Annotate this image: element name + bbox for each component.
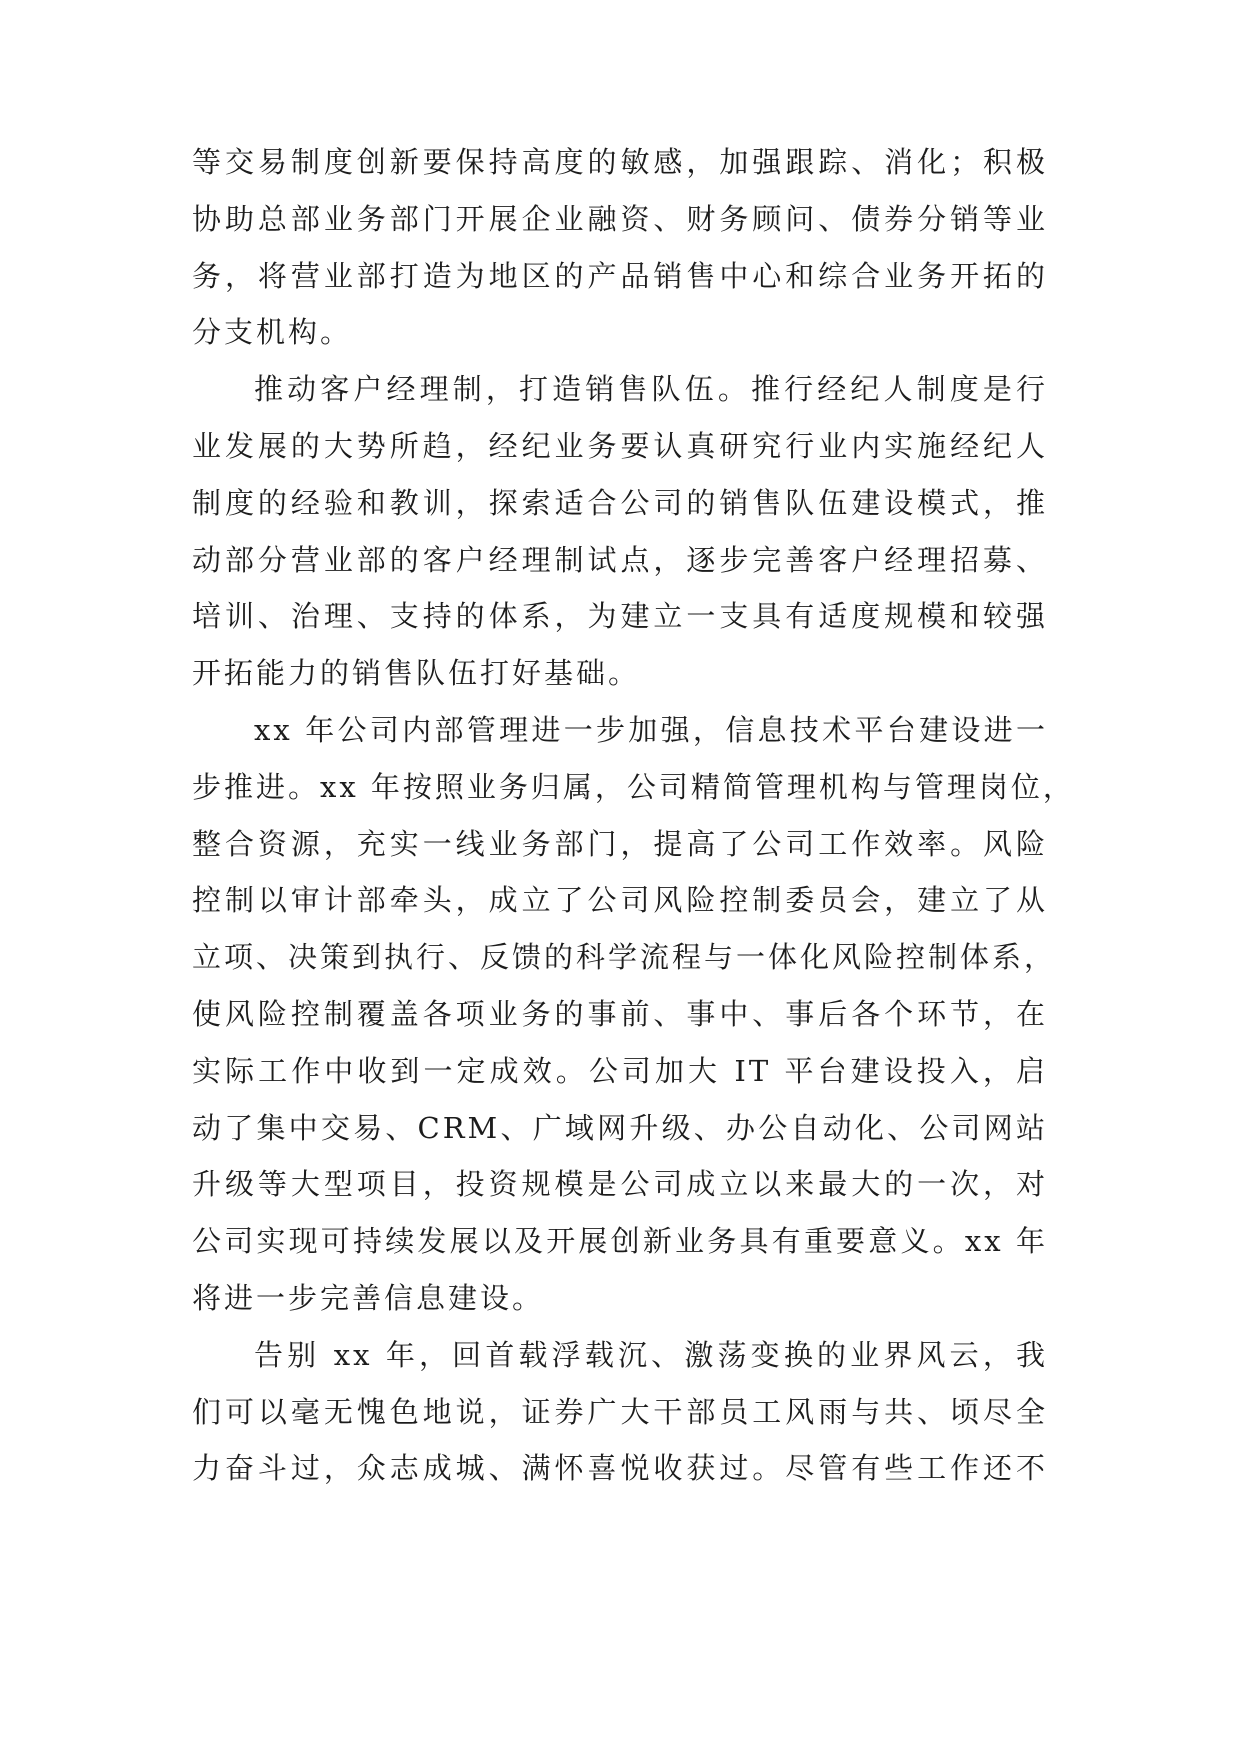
document-body: [192, 134, 1075, 1497]
text-line: 制度的经验和教训，探索适合公司的销售队伍建设模式，推: [192, 485, 1048, 520]
text-line: 告别 xx 年，回首载浮载沉、激荡变换的业界风云，我: [254, 1337, 1048, 1372]
text-line: 等交易制度创新要保持高度的敏感，加强跟踪、消化；积极: [192, 145, 1048, 179]
text-line: 分支机构。: [192, 315, 353, 350]
paragraph: [192, 1327, 1048, 1497]
text-line: xx 年公司内部管理进一步加强，信息技术平台建设进一: [254, 712, 1048, 747]
paragraph: [192, 361, 1048, 702]
text-line: 力奋斗过，众志成城、满怀喜悦收获过。尽管有些工作还不: [192, 1451, 1048, 1486]
text-line: 开拓能力的销售队伍打好基础。: [192, 656, 641, 691]
text-line: 控制以审计部牵头，成立了公司风险控制委员会，建立了从: [192, 883, 1048, 918]
text-line: 整合资源，充实一线业务部门，提高了公司工作效率。风险: [192, 826, 1048, 861]
text-line: 培训、治理、支持的体系，为建立一支具有适度规模和较强: [192, 599, 1048, 634]
text-line: 使风险控制覆盖各项业务的事前、事中、事后各个环节，在: [192, 996, 1048, 1031]
text-line: 业发展的大势所趋，经纪业务要认真研究行业内实施经纪人: [192, 428, 1048, 463]
text-line: 推动客户经理制，打造销售队伍。推行经纪人制度是行: [254, 372, 1048, 407]
text-line: 务，将营业部打造为地区的产品销售中心和综合业务开拓的: [192, 258, 1048, 293]
text-line: 动了集中交易、CRM、广域网升级、办公自动化、公司网站: [192, 1110, 1048, 1145]
text-line: 升级等大型项目，投资规模是公司成立以来最大的一次，对: [192, 1167, 1048, 1202]
text-line: 协助总部业务部门开展企业融资、财务顾问、债券分销等业: [192, 201, 1048, 236]
text-line: 动部分营业部的客户经理制试点，逐步完善客户经理招募、: [192, 542, 1048, 577]
text-line: 公司实现可持续发展以及开展创新业务具有重要意义。xx 年: [192, 1224, 1048, 1259]
text-line: 们可以毫无愧色地说，证券广大干部员工风雨与共、顷尽全: [192, 1394, 1048, 1429]
text-line: 步推进。xx 年按照业务归属，公司精简管理机构与管理岗位，: [192, 769, 1075, 804]
text-line: 实际工作中收到一定成效。公司加大 IT 平台建设投入，启: [192, 1053, 1048, 1088]
text-line: 将进一步完善信息建设。: [192, 1280, 545, 1315]
paragraph: [192, 702, 1075, 1327]
text-line: 立项、决策到执行、反馈的科学流程与一体化风险控制体系，: [192, 940, 1057, 975]
paragraph: [192, 134, 1048, 361]
